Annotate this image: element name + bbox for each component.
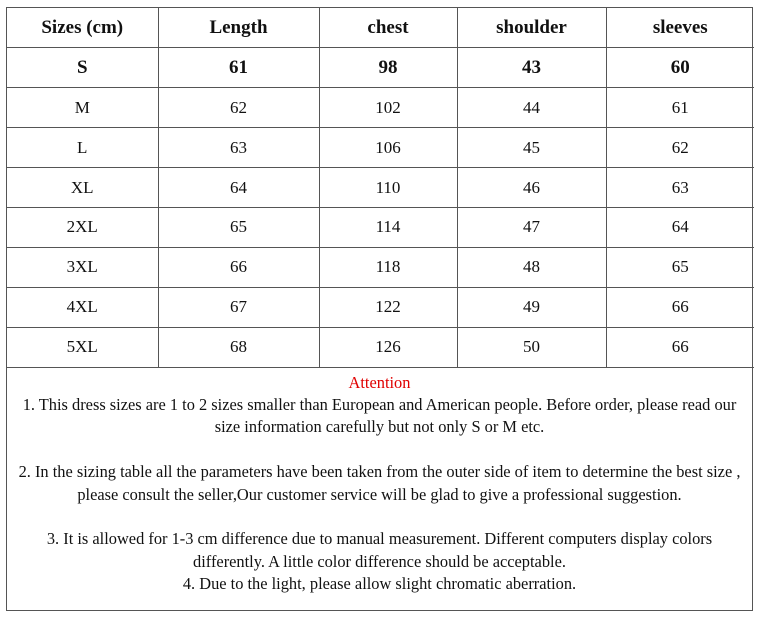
chest-cell: 114 xyxy=(319,207,457,247)
header-length: Length xyxy=(158,8,319,48)
size-cell: 4XL xyxy=(7,287,158,327)
shoulder-cell: 47 xyxy=(457,207,606,247)
table-row xyxy=(7,207,754,247)
size-cell: XL xyxy=(7,168,158,208)
shoulder-cell: 44 xyxy=(457,88,606,128)
length-cell: 68 xyxy=(158,327,319,367)
sleeves-cell: 60 xyxy=(606,48,754,88)
sleeves-cell: 63 xyxy=(606,168,754,208)
length-cell: 64 xyxy=(158,168,319,208)
attention-notes xyxy=(7,368,752,596)
sleeves-cell: 66 xyxy=(606,327,754,367)
size-table xyxy=(7,8,754,368)
size-cell: L xyxy=(7,128,158,168)
length-cell: 67 xyxy=(158,287,319,327)
table-row xyxy=(7,48,754,88)
note-light-aberration: 4. Due to the light, please allow slight chromatic aberration. xyxy=(182,574,577,594)
size-cell: M xyxy=(7,88,158,128)
table-row xyxy=(7,88,754,128)
note-sizing-smaller: 1. This dress sizes are 1 to 2 sizes smaller than European and American people. Before order, please read our size information carefully but not only S or M etc. xyxy=(22,394,737,437)
chest-cell: 126 xyxy=(319,327,457,367)
header-sleeves: sleeves xyxy=(606,8,754,48)
table-row xyxy=(7,128,754,168)
shoulder-cell: 48 xyxy=(457,247,606,287)
shoulder-cell: 49 xyxy=(457,287,606,327)
header-sizes: Sizes (cm) xyxy=(7,8,158,48)
sleeves-cell: 66 xyxy=(606,287,754,327)
table-row xyxy=(7,247,754,287)
table-header-row xyxy=(7,8,754,48)
size-cell: 5XL xyxy=(7,327,158,367)
shoulder-cell: 46 xyxy=(457,168,606,208)
note-measurement-difference: 3. It is allowed for 1-3 cm difference due to manual measurement. Different computers display colors differently. A little color difference should be acceptable. xyxy=(46,529,713,571)
length-cell: 62 xyxy=(158,88,319,128)
note-spacer xyxy=(13,506,746,528)
table-row xyxy=(7,287,754,327)
size-cell: S xyxy=(7,48,158,88)
table-row xyxy=(7,168,754,208)
header-shoulder: shoulder xyxy=(457,8,606,48)
sleeves-cell: 64 xyxy=(606,207,754,247)
sleeves-cell: 62 xyxy=(606,128,754,168)
shoulder-cell: 50 xyxy=(457,327,606,367)
chest-cell: 102 xyxy=(319,88,457,128)
size-cell: 3XL xyxy=(7,247,158,287)
sleeves-cell: 61 xyxy=(606,88,754,128)
sleeves-cell: 65 xyxy=(606,247,754,287)
chest-cell: 110 xyxy=(319,168,457,208)
size-chart xyxy=(6,7,753,611)
chest-cell: 118 xyxy=(319,247,457,287)
length-cell: 63 xyxy=(158,128,319,168)
note-measurement-method: 2. In the sizing table all the parameters have been taken from the outer side of item to determine the best size , please consult the seller,Our customer service will be glad to give a professional suggestion. xyxy=(18,462,741,504)
size-cell: 2XL xyxy=(7,207,158,247)
length-cell: 65 xyxy=(158,207,319,247)
chest-cell: 122 xyxy=(319,287,457,327)
length-cell: 66 xyxy=(158,247,319,287)
shoulder-cell: 45 xyxy=(457,128,606,168)
table-row xyxy=(7,327,754,367)
header-chest: chest xyxy=(319,8,457,48)
chest-cell: 98 xyxy=(319,48,457,88)
attention-heading: Attention xyxy=(348,372,411,392)
shoulder-cell: 43 xyxy=(457,48,606,88)
length-cell: 61 xyxy=(158,48,319,88)
chest-cell: 106 xyxy=(319,128,457,168)
note-spacer xyxy=(13,439,746,461)
